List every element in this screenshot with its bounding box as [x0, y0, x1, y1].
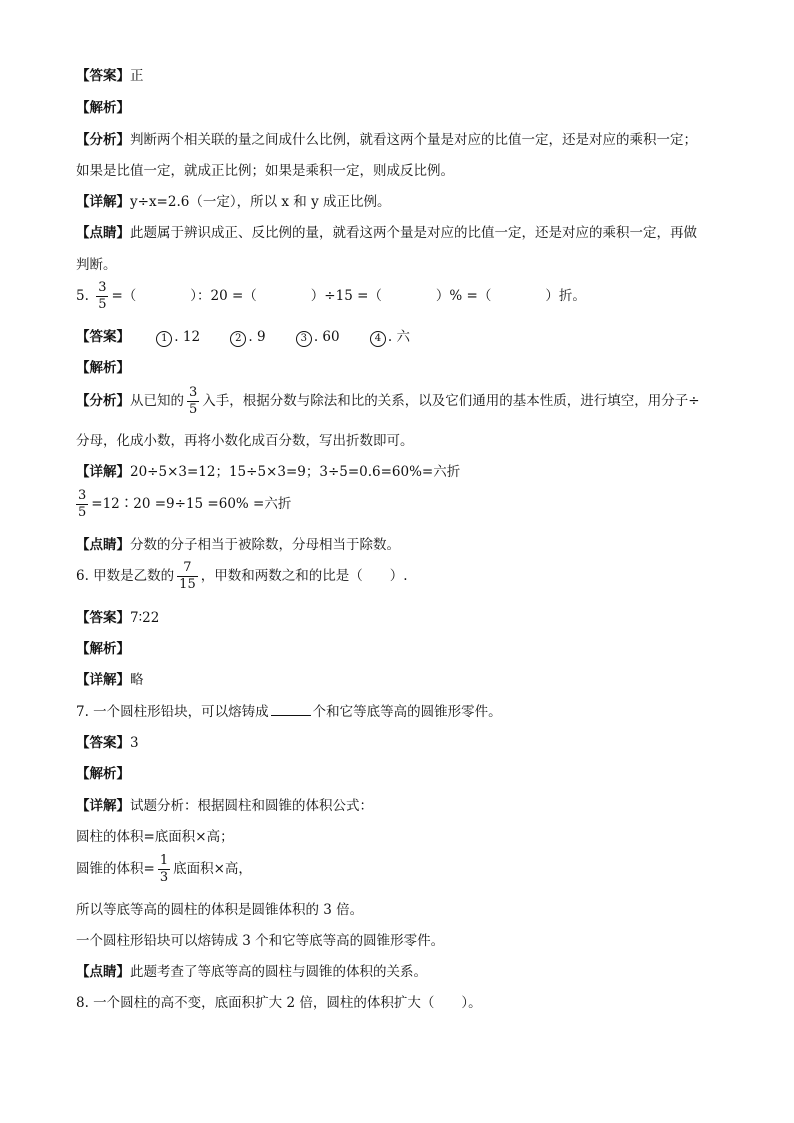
answer-option: [370, 329, 410, 345]
remark-tag: 【点睛】: [76, 225, 130, 241]
answer-line: [76, 733, 139, 753]
analysis-sub-tag: 【分析】: [76, 393, 130, 409]
question-6: [76, 560, 408, 593]
remark-continuation: [76, 255, 117, 275]
remark-text-2: 判断。: [76, 257, 117, 273]
remark-text: 此题考查了等底等高的圆柱与圆锥的体积的关系。: [130, 964, 427, 980]
option-value: . 60: [313, 329, 340, 345]
formula-text: 底面积×高，: [173, 861, 252, 877]
analysis-text-2: 如果是比值一定，就成正比例；如果是乘积一定，则成反比例。: [76, 163, 454, 179]
detail-line: [76, 796, 373, 816]
analysis-text: 判断两个相关联的量之间成什么比例，就看这两个量是对应的比值一定，还是对应的乘积一定；: [130, 132, 697, 148]
detail-line: [76, 462, 460, 482]
fraction: [158, 853, 170, 886]
equation-text: =12∶20 =9÷15 =60% =六折: [91, 496, 292, 512]
question-text: 7. 一个圆柱形铅块，可以熔铸成: [76, 704, 269, 720]
answer-line: [76, 66, 144, 86]
analysis-line-5: [76, 385, 700, 418]
analysis-heading: [76, 358, 130, 378]
question-text: =（ ）：20 =（ ）÷15 =（ ）% =（ ）折。: [111, 288, 586, 304]
answer-line-5: [76, 327, 436, 347]
fraction-denominator: 3: [159, 870, 169, 885]
question-text: 个和它等底等高的圆锥形零件。: [312, 704, 502, 720]
fraction-numerator: 1: [159, 853, 169, 868]
option-mark: 1: [156, 331, 172, 347]
fraction-numerator: 3: [78, 488, 87, 503]
remark-line: [76, 223, 697, 243]
detail-text: 试题分析：根据圆柱和圆锥的体积公式：: [130, 798, 373, 814]
answer-text: 正: [130, 68, 144, 84]
analysis-tag: 【解析】: [76, 766, 130, 782]
answer-option: [230, 329, 265, 345]
detail-equation: [76, 488, 291, 521]
fraction-numerator: 3: [98, 280, 107, 295]
fraction: [177, 560, 198, 593]
formula-text: 圆柱的体积=底面积×高；: [76, 829, 234, 845]
option-mark: 3: [296, 331, 312, 347]
analysis-tag: 【解析】: [76, 360, 130, 376]
answer-line: [76, 608, 159, 628]
analysis-heading: [76, 639, 130, 659]
question-text: 6. 甲数是乙数的: [76, 568, 175, 584]
analysis-text: 入手，根据分数与除法和比的关系，以及它们通用的基本性质，进行填空，用分子÷: [202, 393, 700, 409]
analysis-heading: [76, 764, 130, 784]
detail-text: y÷x=2.6（一定），所以 x 和 y 成正比例。: [130, 194, 391, 210]
answer-option: [156, 329, 200, 345]
analysis-line: [76, 130, 697, 150]
analysis-continuation: [76, 161, 454, 181]
answer-tag: 【答案】: [76, 610, 130, 626]
analysis-text: 从已知的: [130, 393, 184, 409]
conclusion-line-2: [76, 931, 444, 951]
fraction-denominator: 5: [189, 402, 198, 417]
detail-line: [76, 670, 144, 690]
analysis-sub-tag: 【分析】: [76, 132, 130, 148]
remark-tag: 【点睛】: [76, 537, 130, 553]
fraction-numerator: 3: [189, 385, 198, 400]
answer-text: 3: [130, 735, 139, 751]
question-number: 5.: [76, 288, 89, 304]
fraction: [76, 488, 88, 521]
answer-text: 7∶22: [130, 610, 160, 626]
fraction: [96, 280, 108, 313]
option-value: . 12: [174, 329, 201, 345]
analysis-tag: 【解析】: [76, 100, 130, 116]
question-5: [76, 280, 586, 313]
fraction-denominator: 5: [98, 297, 107, 312]
detail-tag: 【详解】: [76, 672, 130, 688]
detail-tag: 【详解】: [76, 194, 130, 210]
analysis-heading: [76, 98, 130, 118]
detail-tag: 【详解】: [76, 798, 130, 814]
question-8: [76, 993, 482, 1013]
answer-tag: 【答案】: [76, 329, 130, 345]
remark-text: 分数的分子相当于被除数，分母相当于除数。: [130, 537, 400, 553]
conclusion-text: 所以等底等高的圆柱的体积是圆锥体积的 3 倍。: [76, 902, 364, 918]
remark-tag: 【点睛】: [76, 964, 130, 980]
remark-text: 此题属于辨识成正、反比例的量，就看这两个量是对应的比值一定，还是对应的乘积一定，再做: [130, 225, 697, 241]
fraction: [187, 385, 199, 418]
answer-option: [296, 329, 340, 345]
cylinder-volume-line: [76, 827, 234, 847]
cone-volume-line: [76, 853, 252, 886]
detail-text: 略: [130, 672, 144, 688]
answer-tag: 【答案】: [76, 735, 130, 751]
question-7: [76, 702, 502, 722]
detail-tag: 【详解】: [76, 464, 130, 480]
remark-line: [76, 962, 427, 982]
analysis-tag: 【解析】: [76, 641, 130, 657]
question-text: 8. 一个圆柱的高不变，底面积扩大 2 倍，圆柱的体积扩大（ ）。: [76, 995, 482, 1011]
remark-line: [76, 535, 400, 555]
answer-tag: 【答案】: [76, 68, 130, 84]
option-value: . 9: [248, 329, 266, 345]
analysis-text-2: 分母，化成小数，再将小数化成百分数，写出折数即可。: [76, 433, 414, 449]
detail-line: [76, 192, 391, 212]
formula-text: 圆锥的体积=: [76, 861, 155, 877]
fraction-denominator: 5: [78, 505, 87, 520]
question-text: ，甲数和两数之和的比是（ ）.: [200, 568, 408, 584]
fraction-numerator: 7: [177, 560, 198, 577]
analysis-continuation: [76, 431, 414, 451]
option-value: . 六: [387, 329, 410, 345]
option-mark: 2: [230, 331, 246, 347]
fraction-denominator: 15: [179, 577, 196, 592]
conclusion-text: 一个圆柱形铅块可以熔铸成 3 个和它等底等高的圆锥形零件。: [76, 933, 445, 949]
conclusion-line: [76, 900, 363, 920]
fill-blank: [271, 703, 311, 716]
detail-text: 20÷5×3=12；15÷5×3=9；3÷5=0.6=60%=六折: [130, 464, 461, 480]
option-mark: 4: [370, 331, 386, 347]
